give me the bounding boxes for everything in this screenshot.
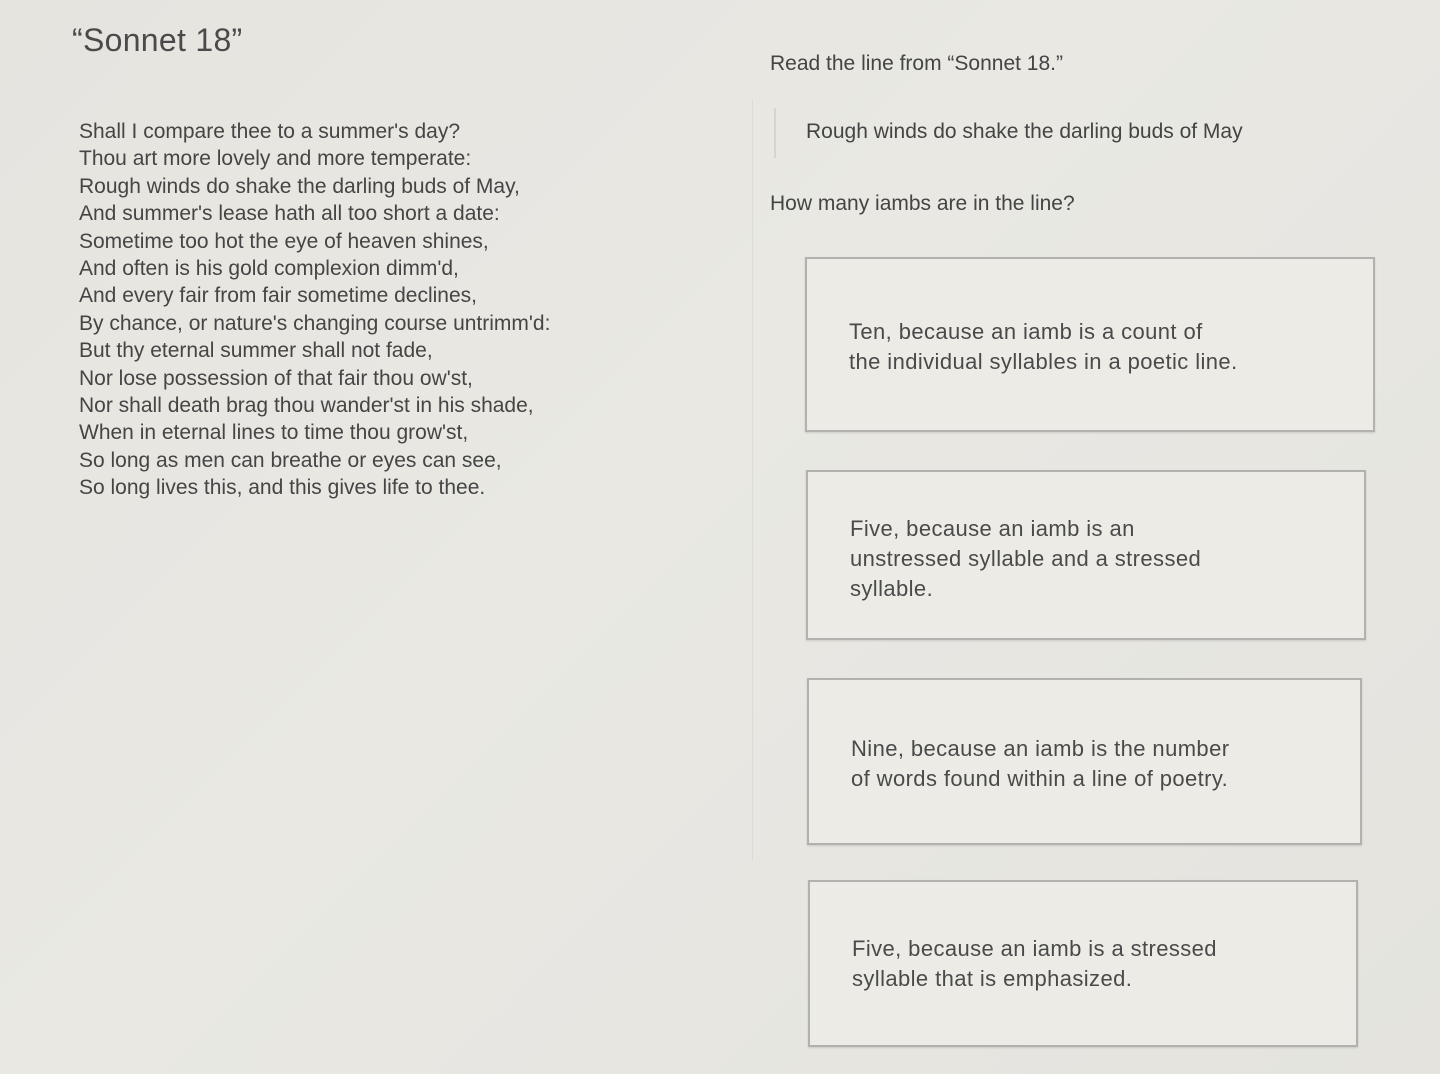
answer-option-b[interactable] [806, 470, 1366, 640]
poem-line: When in eternal lines to time thou grow'st, [79, 421, 469, 445]
answer-option-text: Nine, because an iamb is the number [851, 736, 1230, 761]
poem-line: So long as men can breathe or eyes can see, [79, 448, 502, 472]
poem-line: Rough winds do shake the darling buds of May, [79, 174, 520, 198]
poem-line: But thy eternal summer shall not fade, [79, 339, 433, 363]
poem-line: Shall I compare thee to a summer's day? [79, 120, 461, 143]
answer-option-text: syllable that is emphasized. [852, 966, 1133, 991]
poem-line: And often is his gold complexion dimm'd, [79, 257, 459, 281]
quoted-line: Rough winds do shake the darling buds of May [774, 108, 1394, 158]
question-text: How many iambs are in the line? [770, 192, 1075, 215]
answer-option-text: syllable. [850, 576, 934, 601]
answer-option-text: unstressed syllable and a stressed [850, 546, 1202, 571]
answer-option-d[interactable] [808, 880, 1358, 1047]
poem-line: Nor lose possession of that fair thou ow'st, [79, 366, 473, 390]
poem-line: And every fair from fair sometime declines, [79, 284, 477, 308]
answer-option-text: the individual syllables in a poetic line. [849, 349, 1238, 374]
answer-option-c[interactable] [807, 678, 1362, 845]
passage-title: “Sonnet 18” [72, 22, 243, 58]
answer-option-text: Five, because an iamb is a stressed [852, 936, 1217, 961]
answer-option-text: Ten, because an iamb is a count of [849, 319, 1203, 344]
poem-line: Nor shall death brag thou wander'st in his shade, [79, 394, 534, 418]
answer-option-text: of words found within a line of poetry. [851, 766, 1229, 791]
answer-option-text: Five, because an iamb is an [850, 516, 1135, 541]
poem-line: So long lives this, and this gives life to thee. [79, 476, 486, 500]
poem-line: Sometime too hot the eye of heaven shines, [79, 229, 489, 253]
poem-line: And summer's lease hath all too short a date: [79, 202, 500, 226]
column-divider [752, 100, 753, 860]
poem-text [79, 118, 550, 502]
poem-line: By chance, or nature's changing course untrimm'd: [79, 311, 551, 335]
answer-option-a[interactable] [805, 257, 1375, 432]
poem-line: Thou art more lovely and more temperate: [79, 147, 472, 171]
question-prompt: Read the line from “Sonnet 18.” [770, 52, 1063, 75]
